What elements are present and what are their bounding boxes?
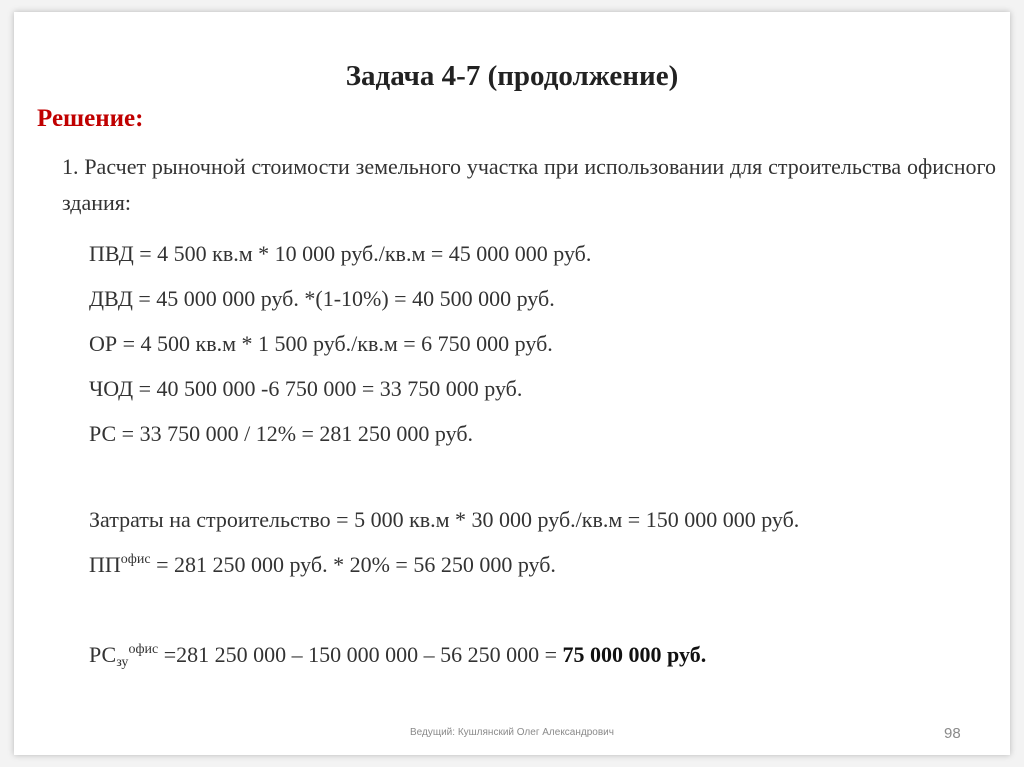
pp-superscript: офис xyxy=(120,552,151,567)
rs-formula: РС = 33 750 000 / 12% = 281 250 000 руб. xyxy=(89,421,474,446)
pp-office-formula xyxy=(89,552,556,578)
page-number: 98 xyxy=(944,725,961,742)
rs-land-rest: =281 250 000 – 150 000 000 – 56 250 000 = xyxy=(158,642,563,667)
rs-land-superscript: офис xyxy=(128,642,159,657)
intro-paragraph: 1. Расчет рыночной стоимости земельного участка при использовании для строительства офисного здания: xyxy=(62,154,996,215)
footer-presenter: Ведущий: Кушлянский Олег Александрович xyxy=(410,727,614,738)
slide xyxy=(14,12,1010,755)
rs-land-prefix: РС xyxy=(89,642,117,667)
rs-land-result: 75 000 000 руб. xyxy=(562,642,707,667)
construction-costs-formula: Затраты на строительство = 5 000 кв.м * 30 000 руб./кв.м = 150 000 000 руб. xyxy=(89,507,800,532)
pvd-formula: ПВД = 4 500 кв.м * 10 000 руб./кв.м = 45 000 000 руб. xyxy=(89,241,592,266)
rs-land-subscript: зу xyxy=(116,655,129,670)
dvd-formula: ДВД = 45 000 000 руб. *(1-10%) = 40 500 000 руб. xyxy=(89,286,555,311)
chod-formula: ЧОД = 40 500 000 -6 750 000 = 33 750 000 руб. xyxy=(89,376,523,401)
solution-label: Решение: xyxy=(37,105,144,132)
pp-prefix: ПП xyxy=(89,552,121,577)
or-formula: ОР = 4 500 кв.м * 1 500 руб./кв.м = 6 750 000 руб. xyxy=(89,331,553,356)
rs-land-office-formula xyxy=(89,642,706,671)
slide-title: Задача 4-7 (продолжение) xyxy=(345,60,679,92)
pp-rest: = 281 250 000 руб. * 20% = 56 250 000 руб. xyxy=(150,552,556,577)
